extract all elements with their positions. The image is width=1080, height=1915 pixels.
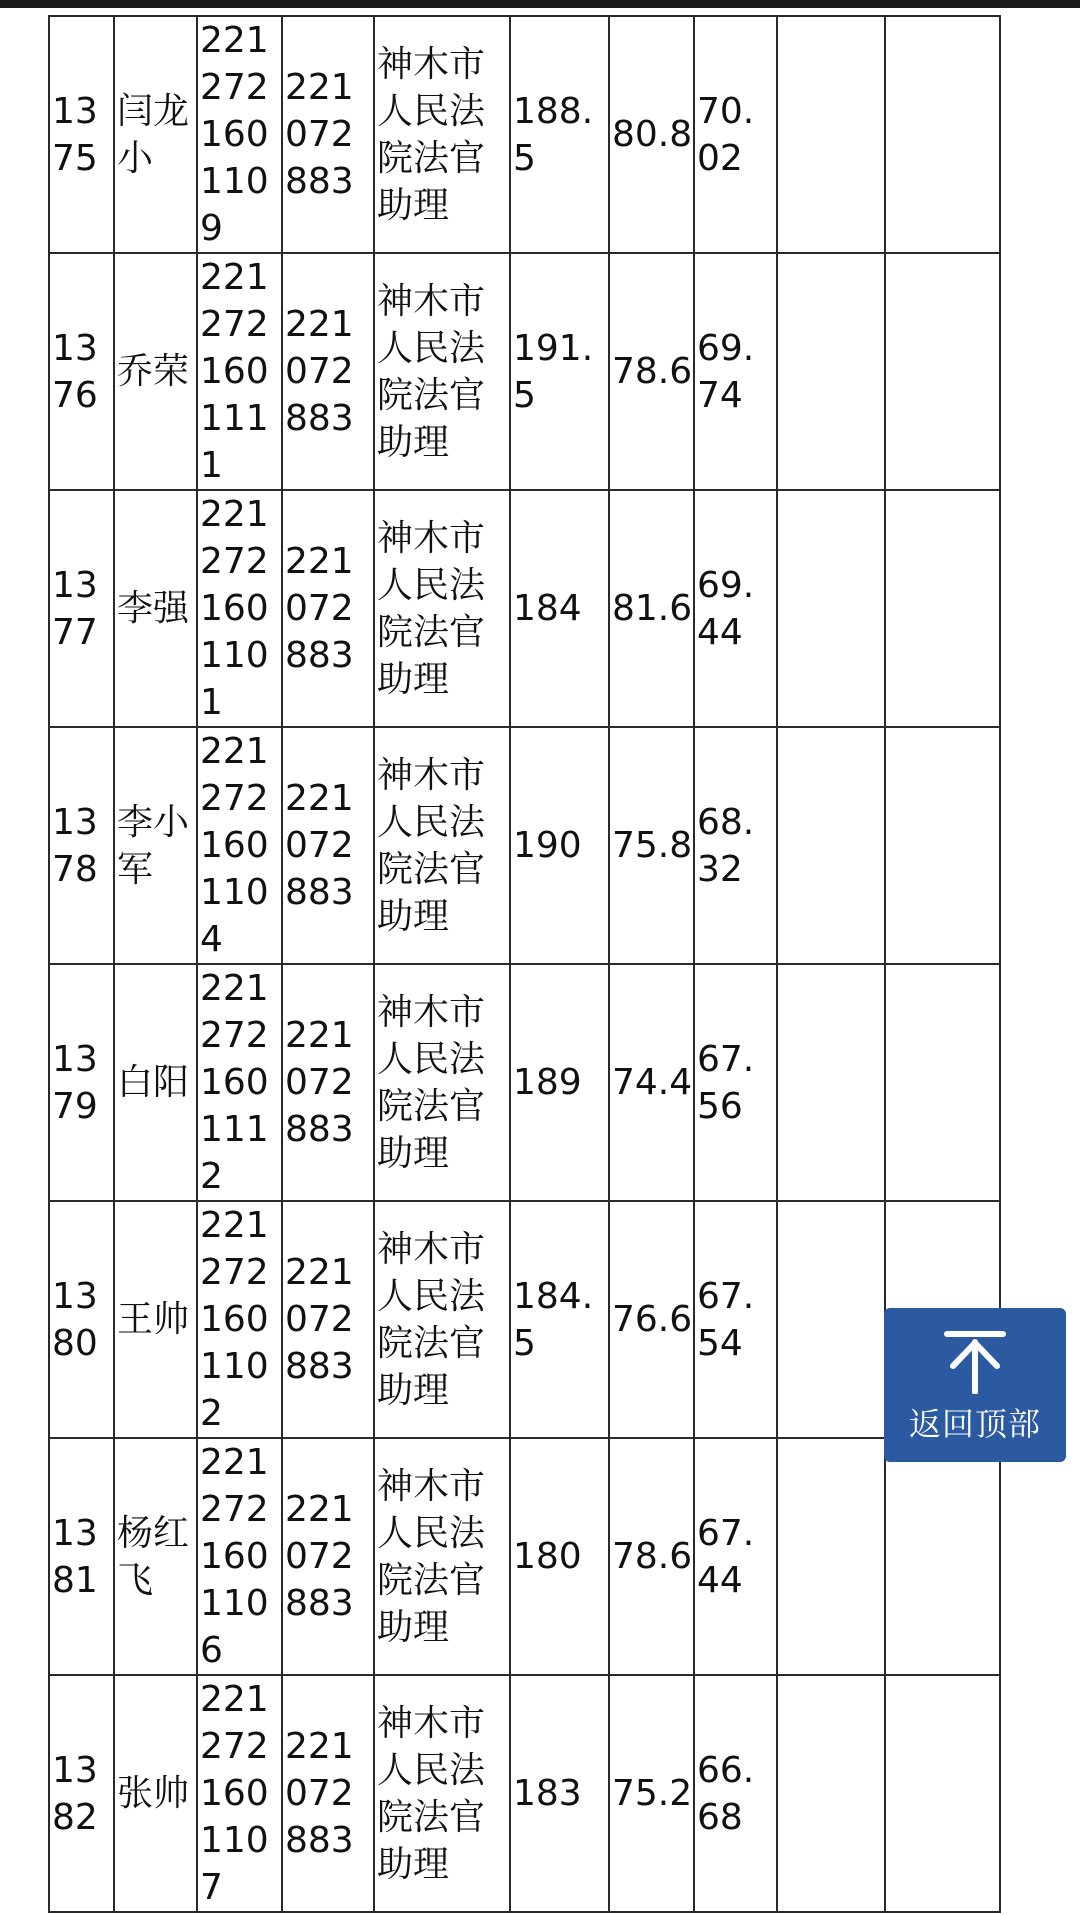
cell-extra-2	[885, 16, 1000, 253]
cell-total-score	[694, 490, 777, 727]
cell-total-score-text: 69.44	[697, 564, 755, 653]
cell-name	[114, 16, 197, 253]
cell-seq-text: 1381	[52, 1512, 98, 1601]
cell-position-code	[282, 490, 374, 727]
cell-extra-2	[885, 964, 1000, 1201]
cell-seq	[49, 1438, 114, 1675]
cell-extra-1	[777, 1201, 885, 1438]
cell-total-score	[694, 964, 777, 1201]
cell-total-score	[694, 1675, 777, 1912]
arrow-up-to-top-icon	[943, 1330, 1007, 1394]
cell-name-text: 李小军	[117, 801, 190, 890]
cell-extra-2	[885, 253, 1000, 490]
cell-written-score	[510, 16, 609, 253]
cell-name-text: 李强	[117, 588, 190, 629]
cell-name-text: 乔荣	[117, 351, 190, 392]
cell-unit-position	[374, 1675, 510, 1912]
cell-interview-score-text: 81.6	[612, 588, 693, 629]
table-row	[49, 1438, 1000, 1675]
cell-interview-score-text: 74.4	[612, 1062, 693, 1103]
cell-interview-score-text: 75.2	[612, 1773, 693, 1814]
cell-name-text: 王帅	[117, 1299, 190, 1340]
cell-seq	[49, 490, 114, 727]
cell-position-code	[282, 1438, 374, 1675]
cell-name-text: 杨红飞	[117, 1512, 190, 1601]
cell-written-score	[510, 253, 609, 490]
cell-interview-score	[609, 253, 694, 490]
cell-total-score	[694, 1438, 777, 1675]
cell-name	[114, 1675, 197, 1912]
cell-total-score-text: 69.74	[697, 327, 755, 416]
cell-seq-text: 1376	[52, 327, 98, 416]
table-row	[49, 1201, 1000, 1438]
cell-unit-position-text: 神木市人民法院法官助理	[377, 754, 486, 937]
cell-interview-score	[609, 1201, 694, 1438]
back-to-top-button[interactable]	[884, 1308, 1066, 1462]
cell-exam-no	[197, 490, 282, 727]
cell-total-score	[694, 1201, 777, 1438]
cell-unit-position-text: 神木市人民法院法官助理	[377, 43, 486, 226]
results-table	[48, 15, 1001, 1913]
cell-written-score-text: 184	[513, 588, 582, 629]
table-row	[49, 1675, 1000, 1912]
cell-name	[114, 727, 197, 964]
cell-unit-position-text: 神木市人民法院法官助理	[377, 991, 486, 1174]
cell-position-code-text: 221072883	[285, 1015, 354, 1150]
cell-seq	[49, 16, 114, 253]
cell-interview-score	[609, 16, 694, 253]
cell-extra-2	[885, 1675, 1000, 1912]
cell-position-code	[282, 964, 374, 1201]
cell-extra-1	[777, 253, 885, 490]
cell-exam-no	[197, 964, 282, 1201]
cell-interview-score	[609, 727, 694, 964]
cell-written-score-text: 188.5	[513, 90, 594, 179]
cell-written-score-text: 189	[513, 1062, 582, 1103]
cell-exam-no	[197, 1201, 282, 1438]
cell-exam-no	[197, 16, 282, 253]
cell-exam-no-text: 2212721601111	[200, 257, 269, 486]
cell-seq-text: 1380	[52, 1275, 98, 1364]
cell-name	[114, 1201, 197, 1438]
cell-seq-text: 1375	[52, 90, 98, 179]
cell-seq	[49, 253, 114, 490]
cell-written-score-text: 180	[513, 1536, 582, 1577]
table-row	[49, 253, 1000, 490]
cell-name-text: 白阳	[117, 1062, 190, 1103]
cell-extra-1	[777, 1675, 885, 1912]
cell-exam-no	[197, 1438, 282, 1675]
cell-unit-position	[374, 16, 510, 253]
cell-written-score	[510, 1675, 609, 1912]
cell-interview-score-text: 76.6	[612, 1299, 693, 1340]
cell-exam-no	[197, 1675, 282, 1912]
back-to-top-label: 返回顶部	[908, 1405, 1041, 1443]
cell-seq	[49, 727, 114, 964]
cell-exam-no-text: 2212721601106	[200, 1442, 269, 1671]
cell-interview-score-text: 80.8	[612, 114, 693, 155]
cell-unit-position-text: 神木市人民法院法官助理	[377, 1465, 486, 1648]
cell-exam-no-text: 2212721601104	[200, 731, 269, 960]
cell-interview-score	[609, 1438, 694, 1675]
cell-written-score	[510, 1438, 609, 1675]
cell-total-score-text: 67.44	[697, 1512, 755, 1601]
cell-exam-no-text: 2212721601102	[200, 1205, 269, 1434]
cell-position-code-text: 221072883	[285, 1252, 354, 1387]
cell-name	[114, 490, 197, 727]
cell-interview-score-text: 78.6	[612, 351, 693, 392]
cell-total-score	[694, 253, 777, 490]
cell-total-score	[694, 16, 777, 253]
cell-exam-no-text: 2212721601107	[200, 1679, 269, 1908]
cell-unit-position-text: 神木市人民法院法官助理	[377, 1702, 486, 1885]
table-row	[49, 964, 1000, 1201]
cell-name	[114, 1438, 197, 1675]
cell-written-score	[510, 964, 609, 1201]
cell-extra-2	[885, 490, 1000, 727]
cell-extra-2	[885, 727, 1000, 964]
cell-seq	[49, 1675, 114, 1912]
cell-written-score	[510, 1201, 609, 1438]
cell-seq	[49, 1201, 114, 1438]
cell-position-code	[282, 1201, 374, 1438]
cell-extra-2	[885, 1438, 1000, 1675]
cell-unit-position	[374, 964, 510, 1201]
cell-position-code-text: 221072883	[285, 1489, 354, 1624]
cell-seq	[49, 964, 114, 1201]
cell-extra-1	[777, 490, 885, 727]
table-row	[49, 490, 1000, 727]
cell-exam-no	[197, 253, 282, 490]
cell-seq-text: 1382	[52, 1749, 98, 1838]
cell-written-score-text: 184.5	[513, 1275, 594, 1364]
cell-exam-no	[197, 727, 282, 964]
cell-position-code-text: 221072883	[285, 778, 354, 913]
cell-interview-score-text: 78.6	[612, 1536, 693, 1577]
cell-seq-text: 1379	[52, 1038, 98, 1127]
cell-interview-score	[609, 1675, 694, 1912]
cell-name-text: 闫龙小	[117, 90, 190, 179]
cell-name	[114, 253, 197, 490]
cell-unit-position-text: 神木市人民法院法官助理	[377, 517, 486, 700]
cell-unit-position	[374, 1438, 510, 1675]
cell-exam-no-text: 2212721601112	[200, 968, 269, 1197]
cell-exam-no-text: 2212721601109	[200, 20, 269, 249]
cell-unit-position	[374, 253, 510, 490]
cell-unit-position	[374, 727, 510, 964]
cell-position-code	[282, 727, 374, 964]
cell-seq-text: 1377	[52, 564, 98, 653]
cell-unit-position-text: 神木市人民法院法官助理	[377, 280, 486, 463]
cell-interview-score	[609, 964, 694, 1201]
table-row	[49, 16, 1000, 253]
top-edge-bar	[0, 0, 1080, 8]
cell-position-code	[282, 253, 374, 490]
cell-unit-position	[374, 1201, 510, 1438]
cell-total-score-text: 67.54	[697, 1275, 755, 1364]
cell-written-score-text: 190	[513, 825, 582, 866]
cell-total-score-text: 68.32	[697, 801, 755, 890]
cell-written-score-text: 183	[513, 1773, 582, 1814]
cell-name-text: 张帅	[117, 1773, 190, 1814]
results-table-body	[49, 16, 1000, 1912]
cell-interview-score-text: 75.8	[612, 825, 693, 866]
cell-written-score-text: 191.5	[513, 327, 594, 416]
cell-seq-text: 1378	[52, 801, 98, 890]
cell-position-code	[282, 16, 374, 253]
cell-total-score-text: 66.68	[697, 1749, 755, 1838]
cell-written-score	[510, 490, 609, 727]
cell-extra-1	[777, 727, 885, 964]
cell-total-score	[694, 727, 777, 964]
cell-position-code-text: 221072883	[285, 1726, 354, 1861]
cell-unit-position	[374, 490, 510, 727]
cell-extra-1	[777, 16, 885, 253]
cell-position-code-text: 221072883	[285, 67, 354, 202]
table-row	[49, 727, 1000, 964]
cell-extra-1	[777, 1438, 885, 1675]
cell-total-score-text: 70.02	[697, 90, 755, 179]
cell-position-code	[282, 1675, 374, 1912]
cell-position-code-text: 221072883	[285, 541, 354, 676]
cell-written-score	[510, 727, 609, 964]
cell-extra-1	[777, 964, 885, 1201]
cell-name	[114, 964, 197, 1201]
cell-total-score-text: 67.56	[697, 1038, 755, 1127]
cell-interview-score	[609, 490, 694, 727]
cell-exam-no-text: 2212721601101	[200, 494, 269, 723]
cell-position-code-text: 221072883	[285, 304, 354, 439]
cell-unit-position-text: 神木市人民法院法官助理	[377, 1228, 486, 1411]
